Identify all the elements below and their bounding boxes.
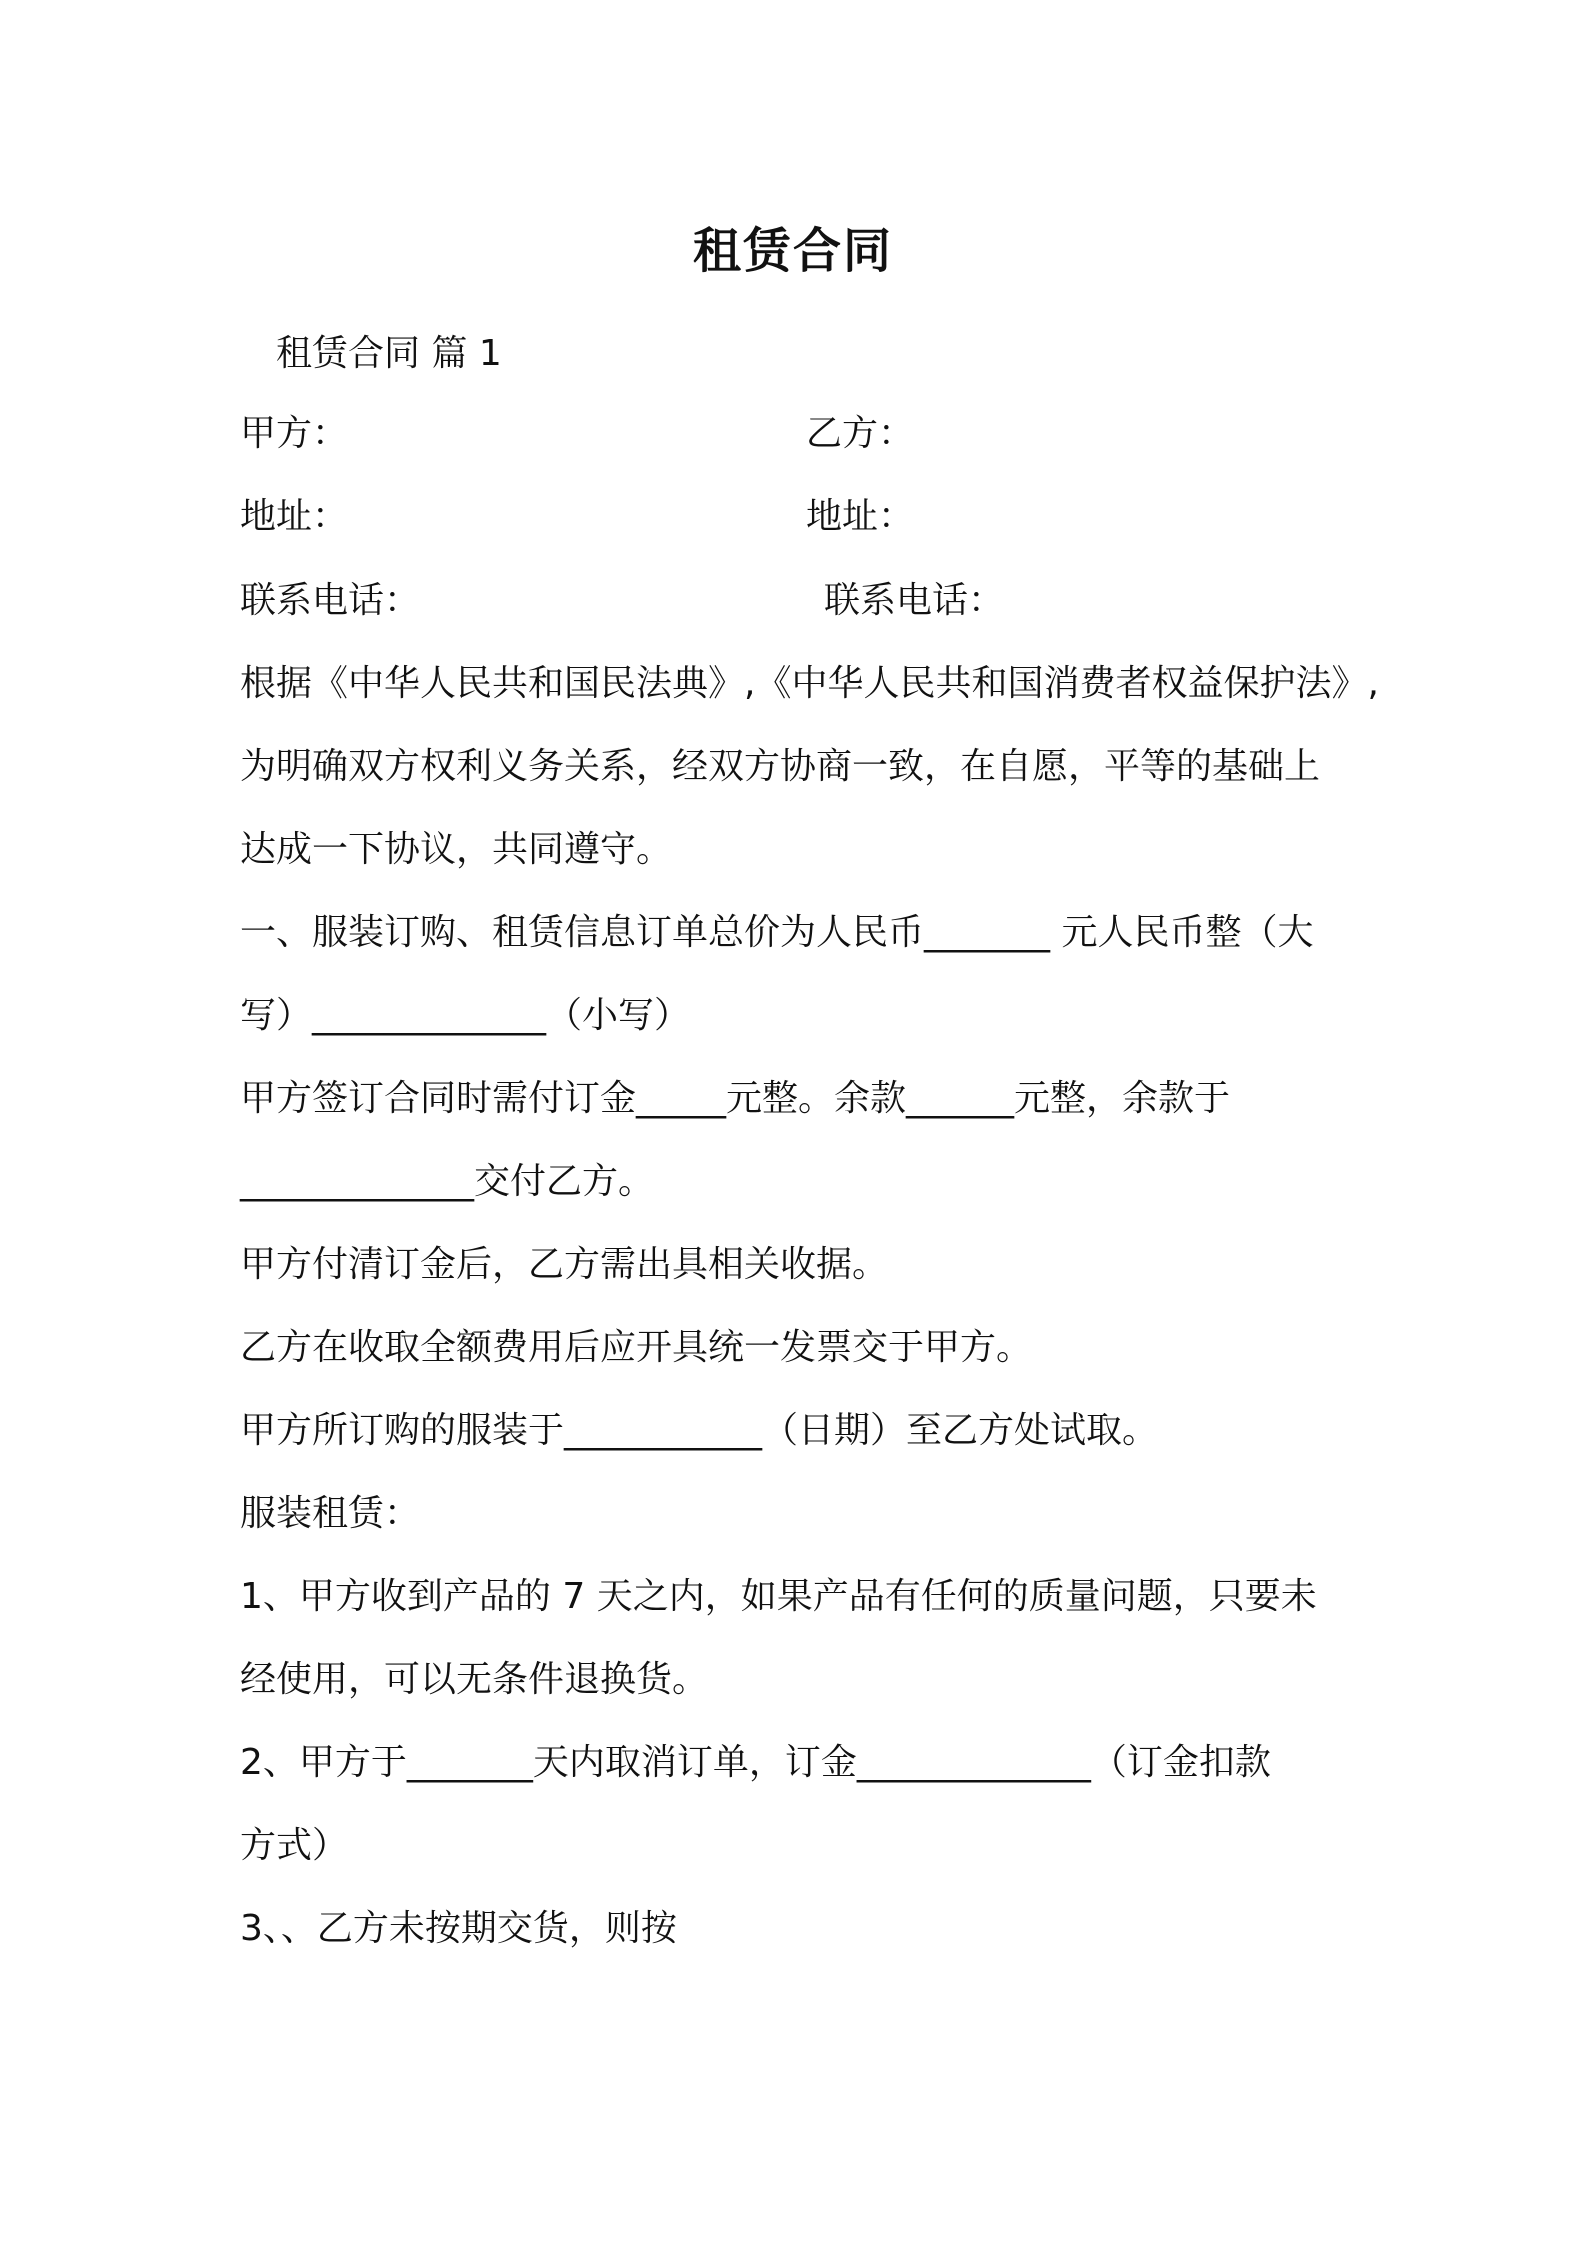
address-a-label: 地址： bbox=[240, 496, 349, 537]
paragraph-line: 2、甲方于_______天内取消订单，订金_____________（订金扣款 bbox=[240, 1742, 1271, 1783]
paragraph-line: 写）_____________（小写） bbox=[240, 995, 691, 1036]
paragraph-line: 一、服装订购、租赁信息订单总价为人民币_______ 元人民币整（大 bbox=[240, 912, 1314, 953]
phone-a-label: 联系电话： bbox=[240, 580, 421, 621]
paragraph-line: 乙方在收取全额费用后应开具统一发票交于甲方。 bbox=[240, 1327, 1033, 1368]
paragraph-line: 甲方所订购的服装于___________（日期）至乙方处试取。 bbox=[240, 1410, 1159, 1451]
paragraph-line: 1、甲方收到产品的 7 天之内，如果产品有任何的质量问题，只要未 bbox=[240, 1576, 1317, 1617]
paragraph-line: 3、、乙方未按期交货，则按 bbox=[240, 1908, 677, 1949]
document-subtitle: 租赁合同 篇 1 bbox=[276, 333, 502, 374]
address-b-label: 地址： bbox=[806, 496, 915, 537]
phone-b-label: 联系电话： bbox=[824, 580, 1005, 621]
paragraph-line: 服装租赁： bbox=[240, 1493, 421, 1534]
party-a-label: 甲方： bbox=[240, 413, 349, 454]
paragraph-line: 达成一下协议，共同遵守。 bbox=[240, 829, 673, 870]
paragraph-line: 甲方付清订金后，乙方需出具相关收据。 bbox=[240, 1244, 889, 1285]
paragraph-line: 根据《中华人民共和国民法典》,《中华人民共和国消费者权益保护法》, bbox=[240, 663, 1379, 704]
paragraph-line: 甲方签订合同时需付订金_____元整。余款______元整，余款于 bbox=[240, 1078, 1231, 1119]
paragraph-line: _____________交付乙方。 bbox=[240, 1161, 655, 1202]
paragraph-line: 方式） bbox=[240, 1825, 349, 1866]
party-b-label: 乙方： bbox=[806, 413, 915, 454]
document-title: 租赁合同 bbox=[692, 223, 893, 279]
paragraph-line: 为明确双方权利义务关系，经双方协商一致，在自愿，平等的基础上 bbox=[240, 746, 1321, 787]
paragraph-line: 经使用，可以无条件退换货。 bbox=[240, 1659, 709, 1700]
